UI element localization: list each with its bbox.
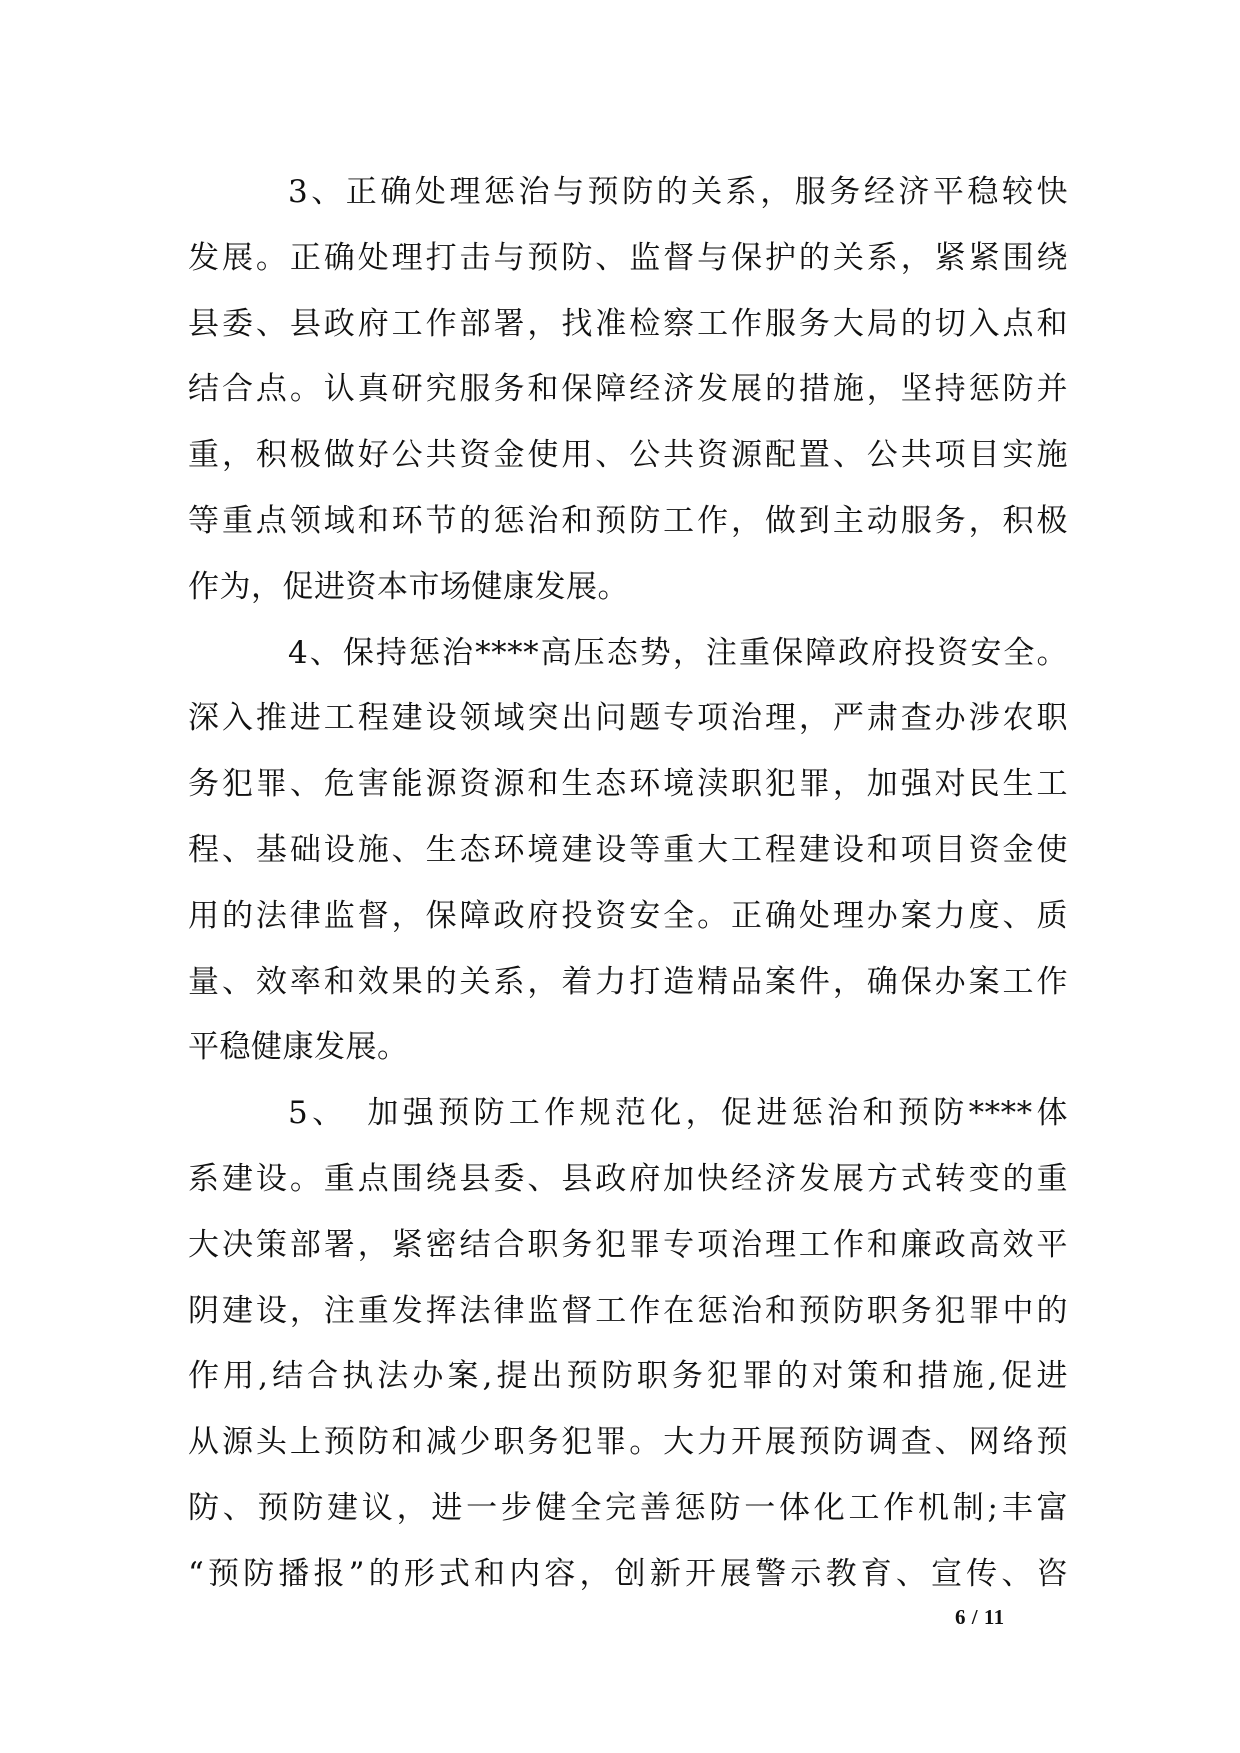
paragraph-4-line-7: 平稳健康发展。 [188, 1029, 409, 1066]
paragraph-5-line-3: 大决策部署，紧密结合职务犯罪专项治理工作和廉政高效平 [188, 1226, 1068, 1263]
paragraph-3-line-7: 作为，促进资本市场健康发展。 [188, 568, 629, 605]
paragraph-3-line-2: 发展。正确处理打击与预防、监督与保护的关系，紧紧围绕 [188, 239, 1068, 276]
paragraph-4-line-3: 务犯罪、危害能源资源和生态环境渎职犯罪，加强对民生工 [188, 766, 1068, 803]
document-body [188, 160, 1068, 1608]
paragraph-5-line-5: 作用,结合执法办案,提出预防职务犯罪的对策和措施,促进 [188, 1358, 1068, 1395]
paragraph-5-line-7: 防、预防建议，进一步健全完善惩防一体化工作机制;丰富 [188, 1489, 1068, 1526]
paragraph-3-line-5: 重，积极做好公共资金使用、公共资源配置、公共项目实施 [188, 437, 1068, 474]
paragraph-5-line-6: 从源头上预防和减少职务犯罪。大力开展预防调查、网络预 [188, 1424, 1068, 1461]
paragraph-5-line-1: 5、 加强预防工作规范化，促进惩治和预防****体 [288, 1095, 1068, 1132]
paragraph-5-line-4: 阴建设，注重发挥法律监督工作在惩治和预防职务犯罪中的 [188, 1292, 1068, 1329]
paragraph-4-line-2: 深入推进工程建设领域突出问题专项治理，严肃查办涉农职 [188, 700, 1068, 737]
paragraph-3-line-1: 3、正确处理惩治与预防的关系，服务经济平稳较快 [288, 174, 1068, 210]
paragraph-5-line-2: 系建设。重点围绕县委、县政府加快经济发展方式转变的重 [188, 1160, 1068, 1197]
paragraph-3-line-6: 等重点领域和环节的惩治和预防工作，做到主动服务，积极 [188, 502, 1068, 539]
paragraph-4-line-1: 4、保持惩治****高压态势，注重保障政府投资安全。 [288, 634, 1068, 671]
paragraph-3-line-4: 结合点。认真研究服务和保障经济发展的措施，坚持惩防并 [188, 371, 1068, 408]
paragraph-4-line-5: 用的法律监督，保障政府投资安全。正确处理办案力度、质 [188, 897, 1068, 934]
paragraph-5-line-8: “预防播报”的形式和内容，创新开展警示教育、宣传、咨 [188, 1555, 1068, 1592]
paragraph-4-line-6: 量、效率和效果的关系，着力打造精品案件，确保办案工作 [188, 963, 1068, 1000]
paragraph-3-line-3: 县委、县政府工作部署，找准检察工作服务大局的切入点和 [188, 305, 1068, 342]
page-number: 6 / 11 [955, 1605, 1005, 1629]
paragraph-4-line-4: 程、基础设施、生态环境建设等重大工程建设和项目资金使 [188, 831, 1068, 868]
